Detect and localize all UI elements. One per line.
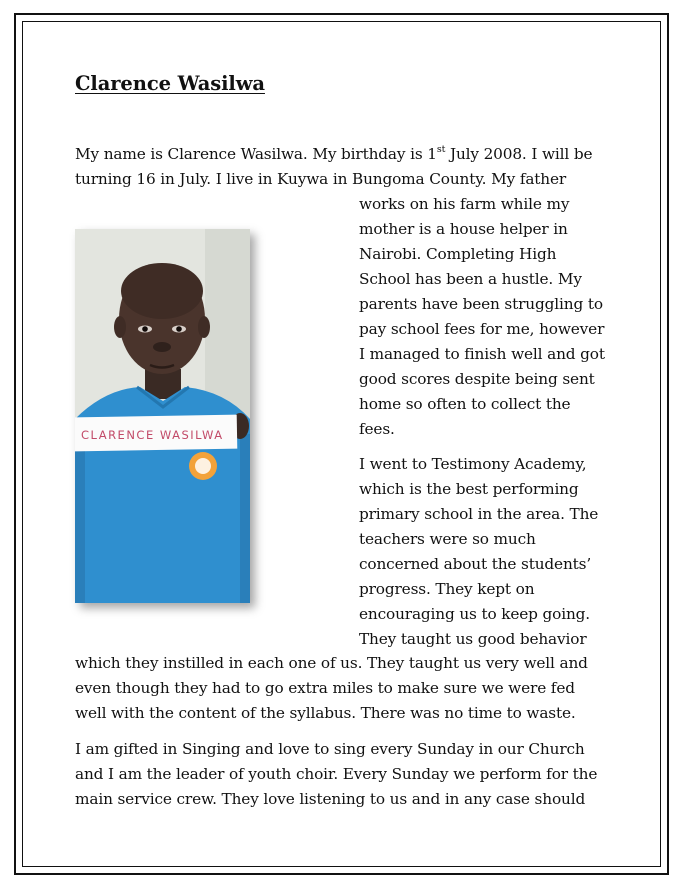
para2-full-line: even though they had to go extra miles to make sure we were fed: [75, 679, 575, 697]
para1-wrap-line: fees.: [359, 420, 395, 438]
para2-wrap-line: They taught us good behavior: [359, 630, 587, 648]
para2-wrap-line: primary school in the area. The: [359, 505, 599, 523]
para2-full-line: well with the content of the syllabus. There was no time to waste.: [75, 704, 576, 722]
para1-line-1: My name is Clarence Wasilwa. My birthday is 1st July 2008. I will be: [75, 143, 593, 163]
para1-wrap-line: School has been a hustle. My: [359, 270, 582, 288]
para2-wrap-line: progress. They kept on: [359, 580, 535, 598]
para1-wrap-line: I managed to finish well and got: [359, 345, 605, 363]
para2-wrap-line: concerned about the students’: [359, 555, 592, 573]
para3-line: main service crew. They love listening to us and in any case should: [75, 790, 586, 808]
para1-wrap-line: works on his farm while my: [359, 195, 570, 213]
para1-wrap-line: Nairobi. Completing High: [359, 245, 557, 263]
para1-wrap-line: home so often to collect the: [359, 395, 571, 413]
para2-wrap-line: encouraging us to keep going.: [359, 605, 591, 623]
para1-line-2: turning 16 in July. I live in Kuywa in Bungoma County. My father: [75, 170, 567, 188]
para2-wrap-line: I went to Testimony Academy,: [359, 455, 587, 473]
para2-full-line: which they instilled in each one of us. They taught us very well and: [75, 654, 588, 672]
para3-line: and I am the leader of youth choir. Every Sunday we perform for the: [75, 765, 598, 783]
sign-text: CLARENCE WASILWA: [81, 428, 224, 442]
para1-wrap-line: parents have been struggling to: [359, 295, 603, 313]
para2-wrap-line: which is the best performing: [359, 480, 579, 498]
para1-wrap-line: good scores despite being sent: [359, 370, 595, 388]
document-title: Clarence Wasilwa: [75, 72, 265, 95]
para3-line: I am gifted in Singing and love to sing every Sunday in our Church: [75, 740, 585, 758]
para1-wrap-line: mother is a house helper in: [359, 220, 568, 238]
para1-wrap-line: pay school fees for me, however: [359, 320, 605, 338]
student-photo: [75, 229, 250, 603]
para2-wrap-line: teachers were so much: [359, 530, 536, 548]
